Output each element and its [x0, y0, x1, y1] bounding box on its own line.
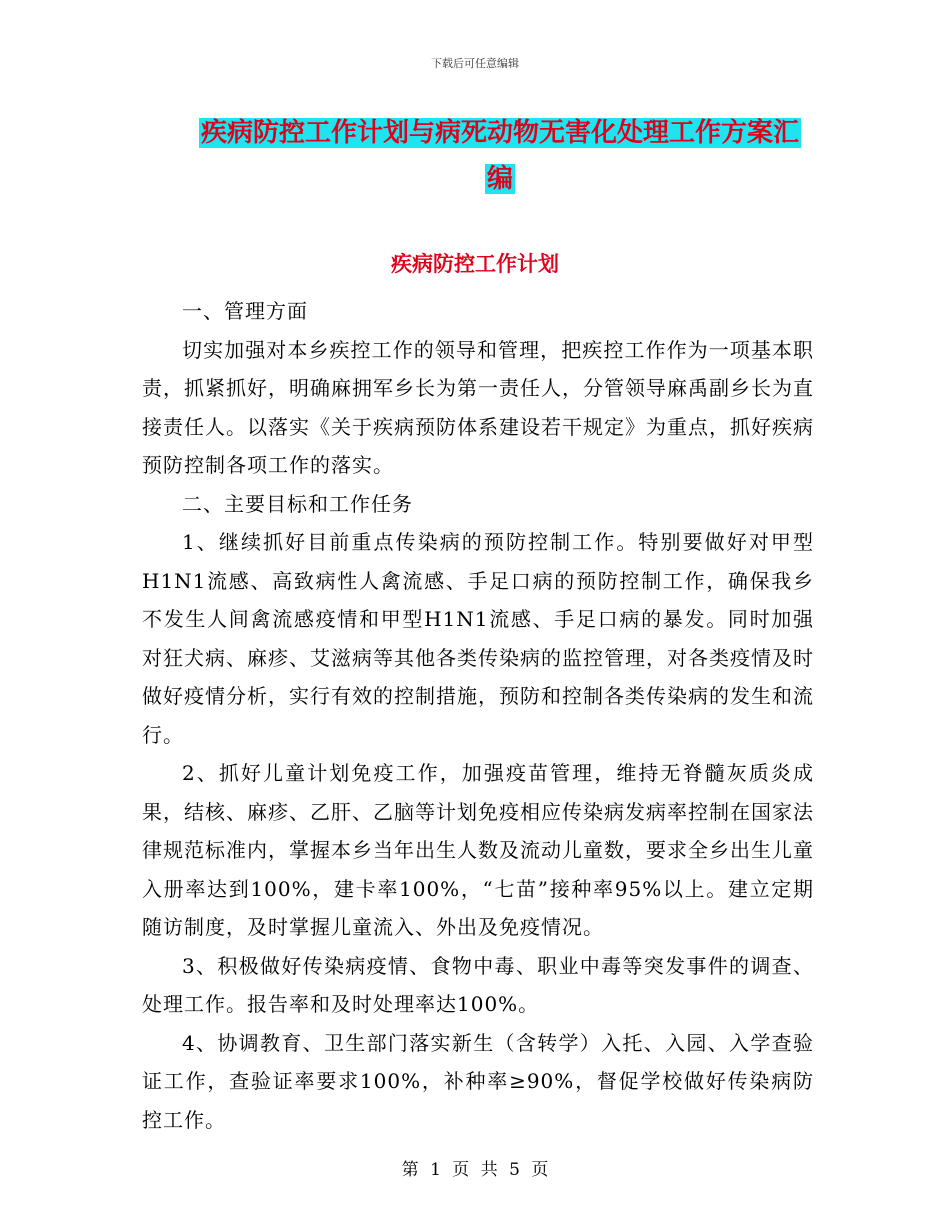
paragraph-heading-1: 一、管理方面: [182, 299, 308, 323]
paragraph: 2、抓好儿童计划免疫工作，加强疫苗管理，维持无脊髓灰质炎成果，结核、麻疹、乙肝、乙脑等计划免疫相应传染病发病率控制在国家法律规范标准内，掌握本乡当年出生人数及流动儿童数，要求全乡出生儿童入册率达到100%，建卡率100%，“七苗”接种率95%以上。建立定期随访制度，及时掌握儿童流入、外出及免疫情况。: [142, 761, 814, 939]
section-subtitle: 疾病防控工作计划: [391, 251, 559, 276]
paragraph: 3、积极做好传染病疫情、食物中毒、职业中毒等突发事件的调查、处理工作。报告率和及时处理率达100%。: [142, 953, 814, 1016]
page-header-note: 下载后可任意编辑: [431, 57, 519, 70]
page-footer: 第 1 页 共 5 页: [401, 1160, 549, 1180]
paragraph: 1、继续抓好目前重点传染病的预防控制工作。特别要做好对甲型H1N1流感、高致病性人禽流感、手足口病的预防控制工作，确保我乡不发生人间禽流感疫情和甲型H1N1流感、手足口病的暴发。同时加强对狂犬病、麻疹、艾滋病等其他各类传染病的监控管理，对各类疫情及时做好疫情分析，实行有效的控制措施，预防和控制各类传染病的发生和流行。: [142, 530, 814, 747]
paragraph-heading-2: 二、主要目标和工作任务: [182, 491, 413, 516]
title-line-2: 编: [486, 164, 513, 194]
title-line-1: 疾病防控工作计划与病死动物无害化处理工作方案汇: [200, 118, 799, 148]
body-text: [142, 292, 814, 1139]
document-title: [190, 110, 810, 202]
paragraph: 切实加强对本乡疾控工作的领导和管理，把疾控工作作为一项基本职责，抓紧抓好，明确麻拥军乡长为第一责任人，分管领导麻禹副乡长为直接责任人。以落实《关于疾病预防体系建设若干规定》为重点，抓好疾病预防控制各项工作的落实。: [142, 337, 814, 477]
paragraph: 4、协调教育、卫生部门落实新生（含转学）入托、入园、入学查验证工作，查验证率要求100%，补种率≥90%，督促学校做好传染病防控工作。: [142, 1030, 814, 1132]
